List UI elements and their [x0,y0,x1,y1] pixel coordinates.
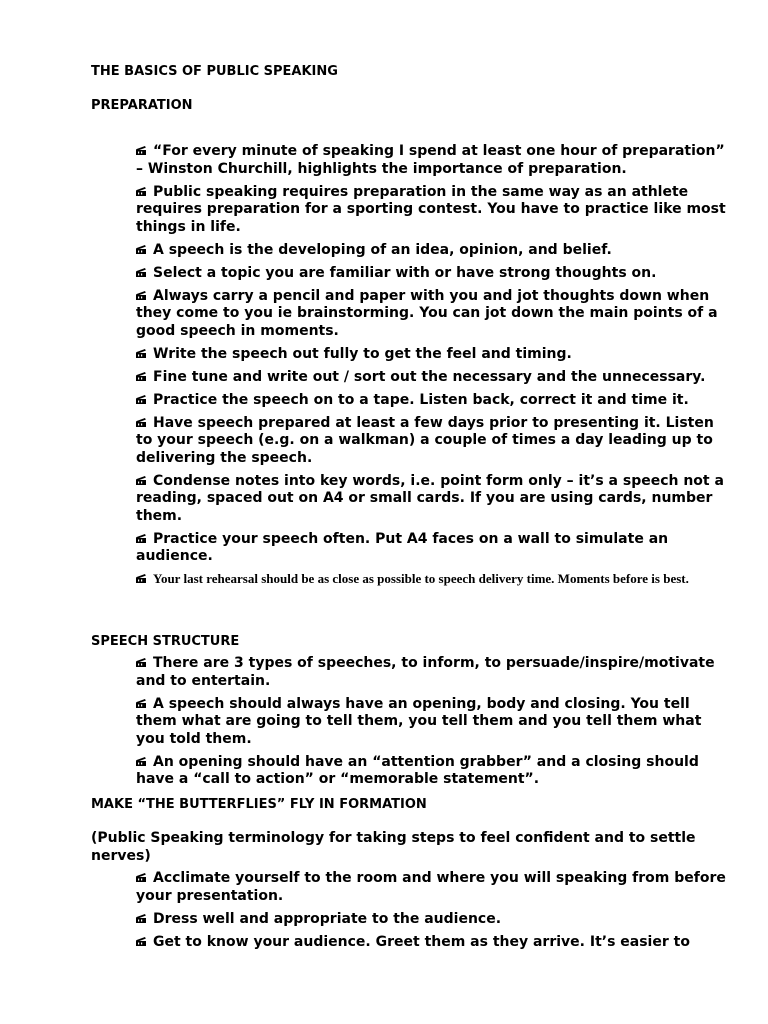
section-heading-speech-structure: SPEECH STRUCTURE [91,634,240,649]
list-item: A speech should always have an opening, body and closing. You tell them what are going to tell them, you tell them and you tell them what you told them. [136,695,702,747]
preparation-list [136,143,726,593]
list-item: Your last rehearsal should be as close as possible to speech delivery time. Moments before is best. [136,571,726,588]
list-item: Get to know your audience. Greet them as they arrive. It’s easier to [136,934,726,952]
list-item: “For every minute of speaking I spend at least one hour of preparation” – Winston Churchill, highlights the importance of preparation. [136,143,725,177]
clapperboard-icon [136,245,147,254]
list-item: A speech is the developing of an idea, opinion, and belief. [136,242,726,260]
clapperboard-icon [136,476,147,485]
clapperboard-icon [136,574,147,583]
document-title: THE BASICS OF PUBLIC SPEAKING [91,64,338,79]
butterflies-list [136,870,726,957]
clapperboard-icon [136,268,147,277]
butterflies-intro: (Public Speaking terminology for taking steps to feel confident and to settle nerves) [91,830,696,864]
list-item: Condense notes into key words, i.e. point form only – it’s a speech not a reading, spaced out on A4 or small cards. If you are using cards, number them. [136,472,724,524]
section-heading-preparation: PREPARATION [91,98,193,113]
list-item: Fine tune and write out / sort out the necessary and the unnecessary. [136,369,726,387]
clapperboard-icon [136,914,147,923]
list-item: Have speech prepared at least a few days prior to presenting it. Listen to your speech (e.g. on a walkman) a couple of times a day leading up to delivering the speech. [136,414,714,466]
clapperboard-icon [136,699,147,708]
list-item: Practice the speech on to a tape. Listen back, correct it and time it. [136,392,726,410]
list-item: Acclimate yourself to the room and where you will speaking from before your presentation. [136,870,726,904]
clapperboard-icon [136,418,147,427]
list-item: Write the speech out fully to get the feel and timing. [136,346,726,364]
clapperboard-icon [136,937,147,946]
list-item: Always carry a pencil and paper with you and jot thoughts down when they come to you ie brainstorming. You can jot down the main points of a good speech in moments. [136,287,718,339]
clapperboard-icon [136,291,147,300]
section-heading-butterflies: MAKE “THE BUTTERFLIES” FLY IN FORMATION [91,797,427,812]
clapperboard-icon [136,187,147,196]
clapperboard-icon [136,873,147,882]
clapperboard-icon [136,395,147,404]
clapperboard-icon [136,349,147,358]
list-item: Public speaking requires preparation in the same way as an athlete requires preparation for a sporting contest. You have to practice like most things in life. [136,183,726,235]
speech-structure-list [136,655,726,794]
clapperboard-icon [136,146,147,155]
clapperboard-icon [136,534,147,543]
list-item: Practice your speech often. Put A4 faces on a wall to simulate an audience. [136,530,669,564]
list-item: There are 3 types of speeches, to inform, to persuade/inspire/motivate and to entertain. [136,655,715,689]
list-item: Dress well and appropriate to the audience. [136,911,726,929]
list-item: An opening should have an “attention grabber” and a closing should have a “call to action” or “memorable statement”. [136,753,699,787]
clapperboard-icon [136,757,147,766]
list-item: Select a topic you are familiar with or have strong thoughts on. [136,265,726,283]
clapperboard-icon [136,372,147,381]
clapperboard-icon [136,658,147,667]
